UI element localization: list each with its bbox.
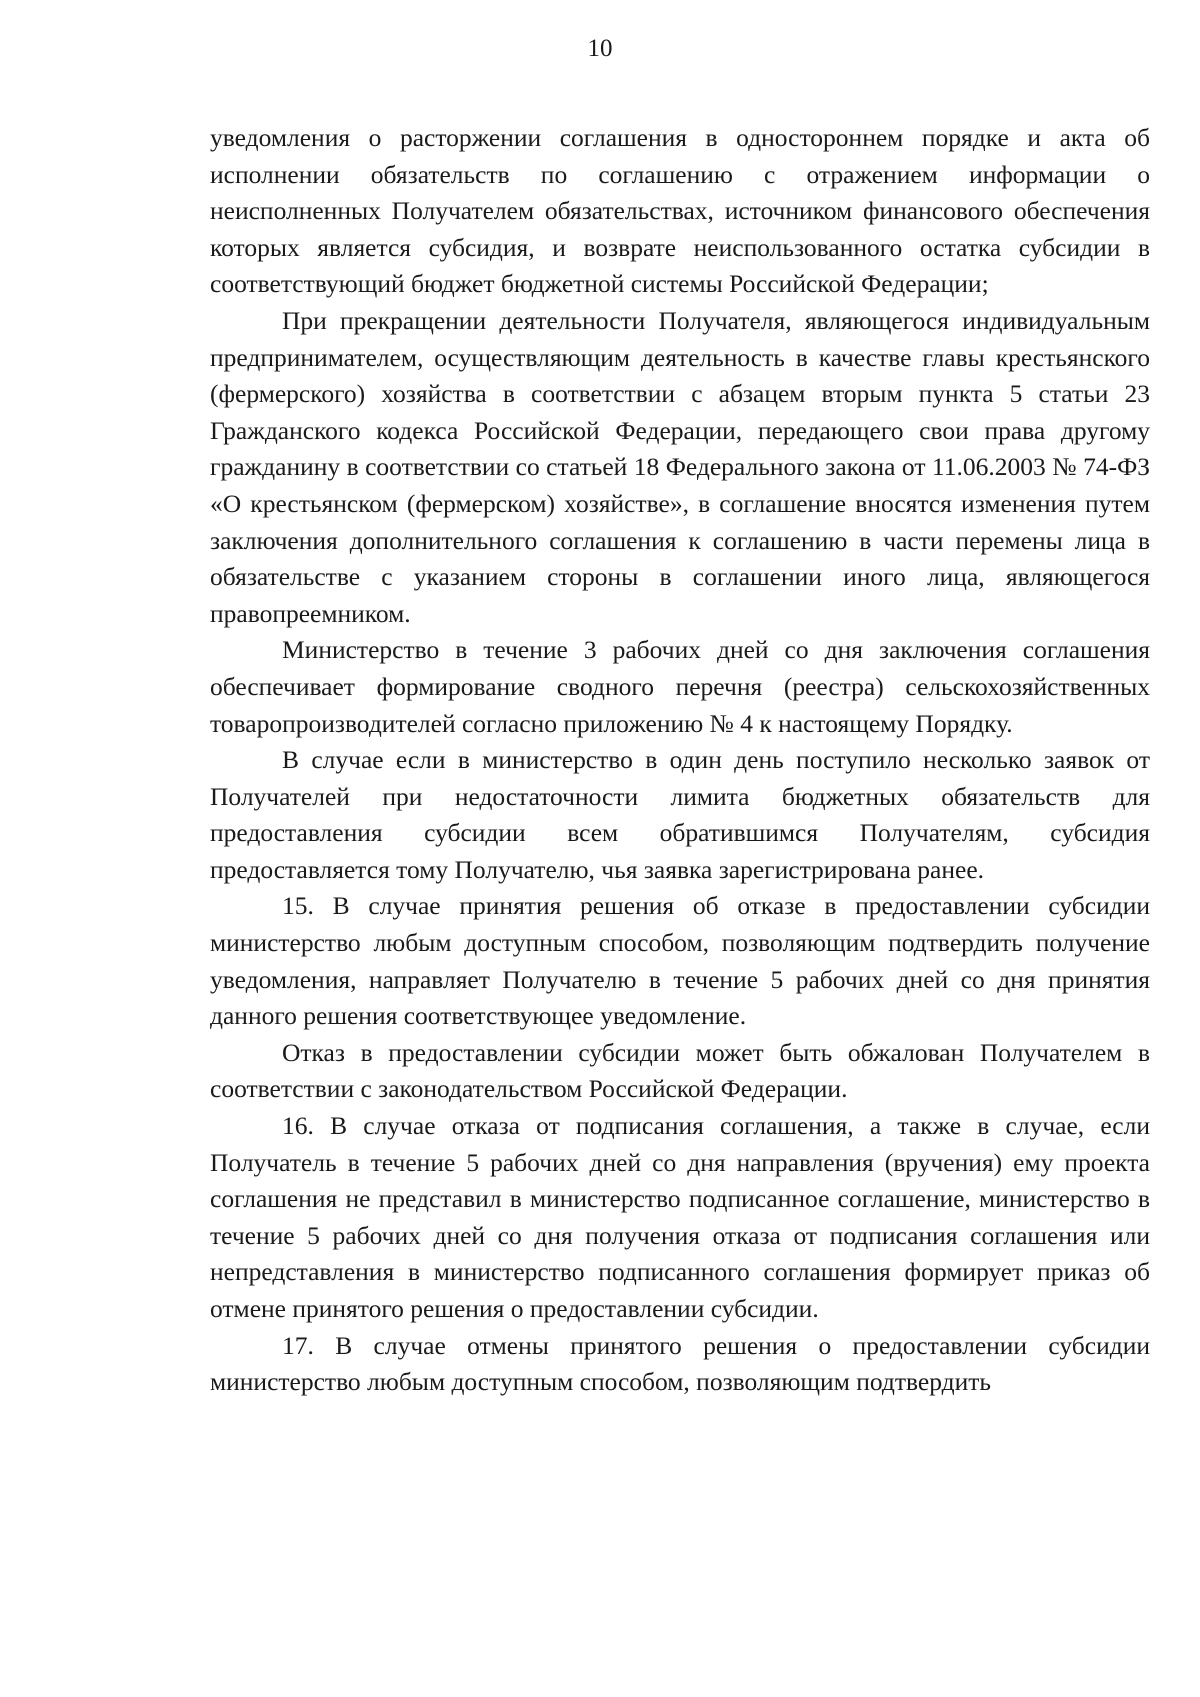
paragraph-clause-15: 15. В случае принятия решения об отказе в предоставлении субсидии министерство любым доступным способом, позволяющим подтвердить получение уведомления, направляет Получателю в течение 5 рабочих дней со дня принятия данного решения соответствующее уведомление. [210, 891, 1150, 1031]
paragraph-multiple-applications: В случае если в министерство в один день поступило несколько заявок от Получателей при недостаточности лимита бюджетных обязательств для предоставления субсидии всем обратившимся Получателям, субсидия предоставляется тому Получателю, чья заявка зарегистрирована ранее. [210, 745, 1150, 884]
paragraph-clause-17: 17. В случае отмены принятого решения о предоставлении субсидии министерство любым доступным способом, позволяющим подтвердить [210, 1330, 1150, 1397]
paragraph-termination-notice: уведомления о расторжении соглашения в одностороннем порядке и акта об исполнении обязательств по соглашению с отражением информации о неисполненных Получателем обязательствах, источником финансового обеспечения которых является субсидия, и возврате неиспользованного остатка субсидии в соответствующий бюджет бюджетной системы Российской Федерации; [210, 123, 1150, 299]
paragraph-ministry-registry: Министерство в течение 3 рабочих дней со дня заключения соглашения обеспечивает формирование сводного перечня (реестра) сельскохозяйственных товаропроизводителей согласно приложению № 4 к настоящему Порядку. [210, 635, 1150, 738]
paragraph-clause-16: 16. В случае отказа от подписания соглашения, а также в случае, если Получатель в течение 5 рабочих дней со дня направления (вручения) ему проекта соглашения не представил в министерство подписанное соглашение, министерство в течение 5 рабочих дней со дня получения отказа от подписания соглашения или непредставления в министерство подписанного соглашения формирует приказ об отмене принятого решения о предоставлении субсидии. [210, 1111, 1150, 1323]
page-number: 10 [587, 35, 613, 62]
paragraph-farm-head-succession: При прекращении деятельности Получателя, являющегося индивидуальным предпринимателем, осуществляющим деятельность в качестве главы крестьянского (фермерского) хозяйства в соответствии с абзацем вторым пункта 5 статьи 23 Гражданского кодекса Российской Федерации, передающего свои права другому гражданину в соответствии со статьей 18 Федерального закона от 11.06.2003 № 74-ФЗ «О крестьянском (фермерском) хозяйстве», в соглашение вносятся изменения путем заключения дополнительного соглашения к соглашению в части перемены лица в обязательстве с указанием стороны в соглашении иного лица, являющегося правопреемником. [210, 305, 1150, 628]
document-body [210, 120, 1150, 1401]
paragraph-refusal-appeal: Отказ в предоставлении субсидии может быть обжалован Получателем в соответствии с законодательством Российской Федерации. [210, 1037, 1150, 1104]
